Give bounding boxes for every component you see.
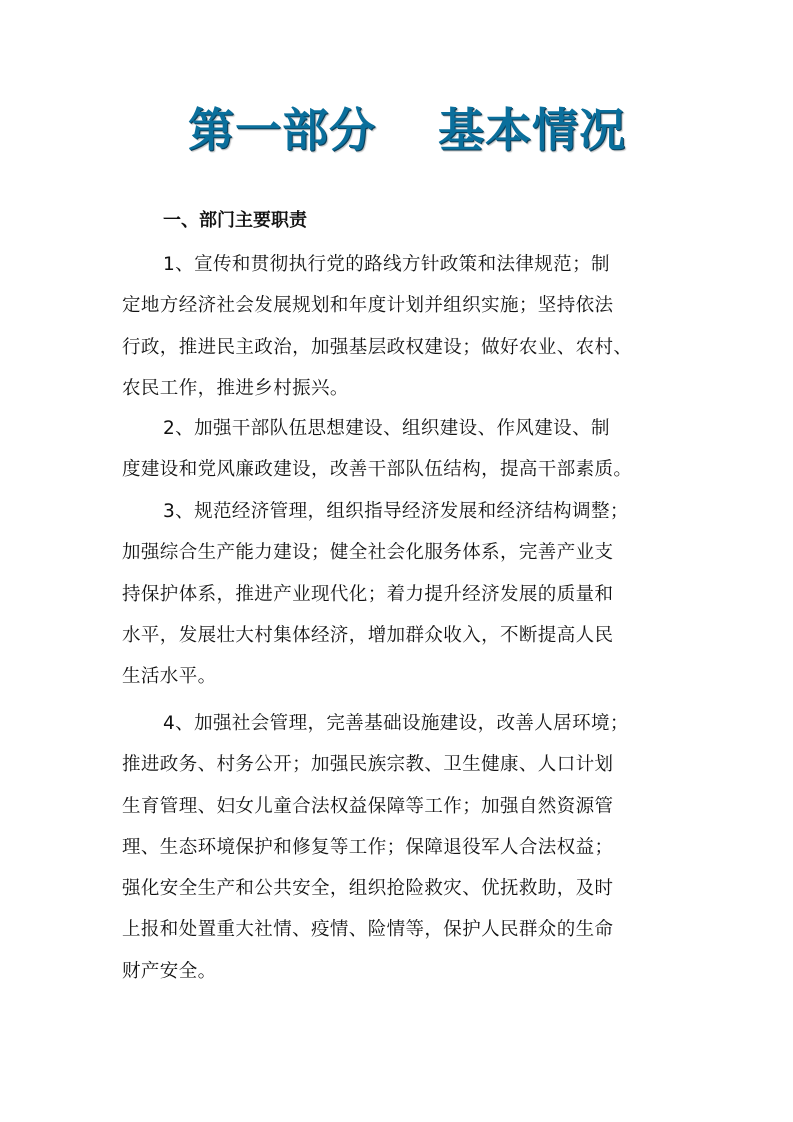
- paragraph-line: 3、规范经济管理，组织指导经济发展和经济结构调整；: [163, 501, 629, 522]
- paragraph-line: 推进政务、村务公开；加强民族宗教、卫生健康、人口计划: [122, 754, 614, 776]
- paragraph-duty-3: [122, 491, 678, 697]
- paragraph-duty-1: [122, 244, 678, 409]
- page-title: [0, 98, 793, 162]
- paragraph-line: 上报和处置重大社情、疫情、险情等，保护人民群众的生命: [122, 919, 614, 941]
- paragraph-line: 行政，推进民主政治，加强基层政权建设；做好农业、农村、: [122, 336, 633, 358]
- page-title-part-number: 第一部分: [188, 103, 376, 157]
- paragraph-duty-4: [122, 703, 678, 992]
- paragraph-line: 农民工作，推进乡村振兴。: [122, 377, 349, 399]
- paragraph-line: 度建设和党风廉政建设，改善干部队伍结构，提高干部素质。: [122, 459, 633, 481]
- paragraph-line: 理、生态环境保护和修复等工作；保障退役军人合法权益；: [122, 836, 614, 858]
- paragraph-line: 4、加强社会管理，完善基础设施建设，改善人居环境；: [163, 713, 629, 734]
- paragraph-line: 生活水平。: [122, 666, 217, 688]
- paragraph-line: 定地方经济社会发展规划和年度计划并组织实施；坚持依法: [122, 295, 614, 317]
- paragraph-line: 水平，发展壮大村集体经济，增加群众收入，不断提高人民: [122, 624, 614, 646]
- paragraph-line: 2、加强干部队伍思想建设、组织建设、作风建设、制: [163, 418, 610, 439]
- paragraph-line: 强化安全生产和公共安全，组织抢险救灾、优抚救助，及时: [122, 878, 614, 900]
- paragraph-line: 生育管理、妇女儿童合法权益保障等工作；加强自然资源管: [122, 795, 614, 817]
- page-title-part-name: 基本情况: [438, 103, 626, 157]
- paragraph-line: 持保护体系，推进产业现代化；着力提升经济发展的质量和: [122, 583, 614, 605]
- paragraph-line: 加强综合生产能力建设；健全社会化服务体系，完善产业支: [122, 542, 614, 564]
- section-heading: 一、部门主要职责: [163, 210, 307, 231]
- paragraph-line: 财产安全。: [122, 960, 217, 982]
- paragraph-duty-2: [122, 408, 678, 491]
- paragraph-line: 1、宣传和贯彻执行党的路线方针政策和法律规范；制: [163, 254, 610, 275]
